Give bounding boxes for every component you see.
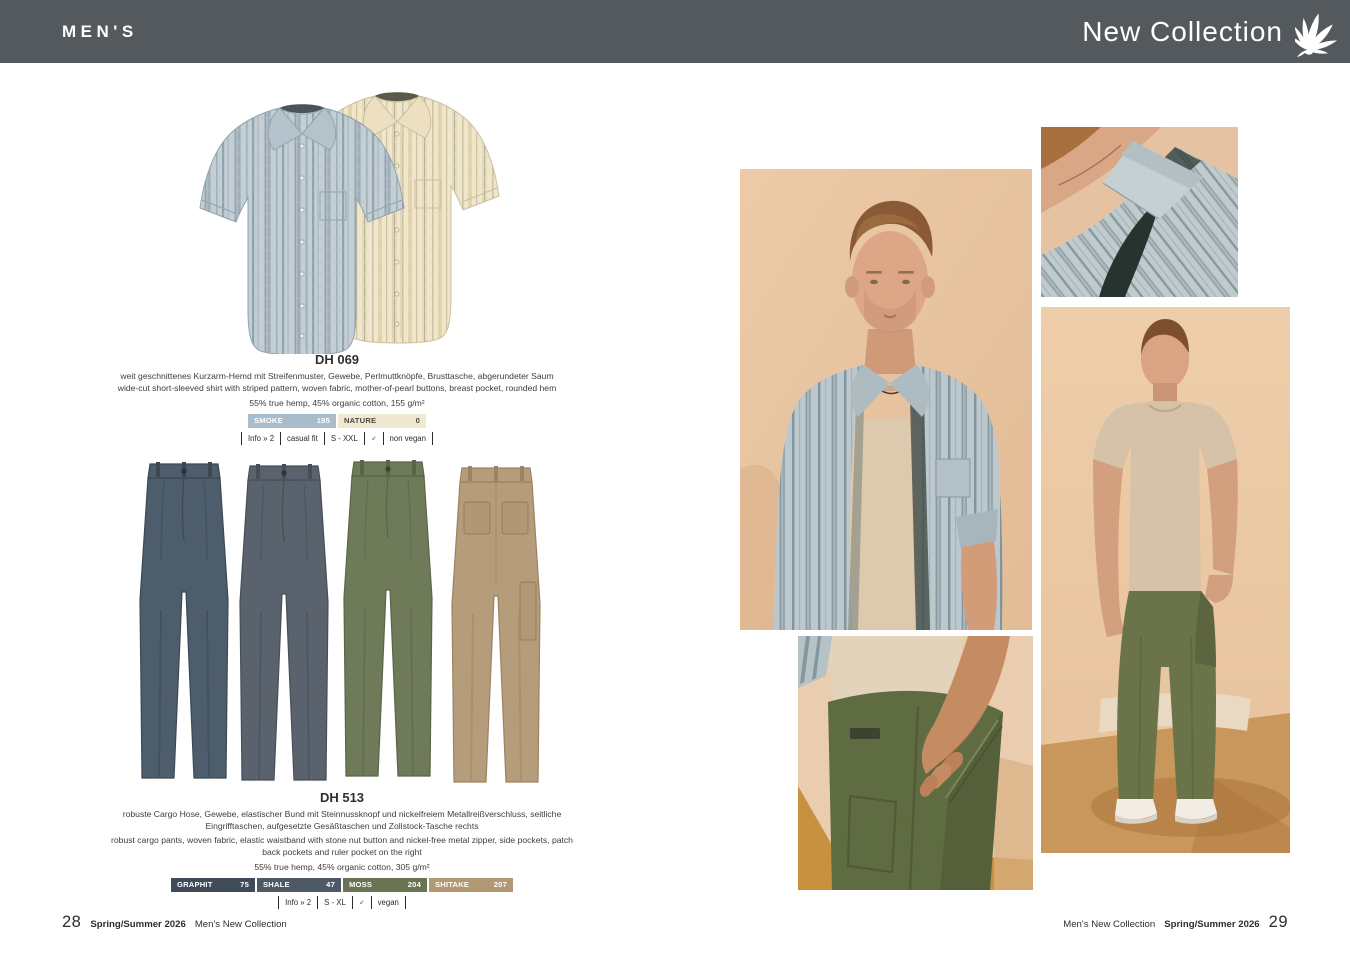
- product-dh513: [107, 790, 577, 909]
- swatch-name: GRAPHIT: [177, 880, 213, 889]
- swatch-number: 204: [407, 880, 421, 889]
- swatch-number: 75: [240, 880, 249, 889]
- page-number-left: 28: [62, 913, 82, 931]
- swatch-name: NATURE: [344, 416, 377, 425]
- collection-title: New Collection: [1082, 15, 1283, 47]
- product-composition: 55% true hemp, 45% organic cotton, 155 g/m²: [249, 398, 425, 408]
- pocket-detail-photo: [798, 636, 1033, 890]
- swatch-smoke: [248, 414, 336, 428]
- product-description-de: weit geschnittenes Kurzarm-Hemd mit Streifenmuster, Gewebe, Perlmuttknöpfe, Brusttasche, abgerundeter Saum: [120, 371, 554, 381]
- product-description-en: robust cargo pants, woven fabric, elastic waistband with stone nut button and nickel-free metal zipper, side pockets, patch back pockets and ruler pocket on the right: [111, 835, 573, 857]
- swatch-shale: [257, 878, 341, 892]
- product-description-en: wide-cut short-sleeved shirt with striped pattern, woven fabric, mother-of-pearl buttons, breast pocket, rounded hem: [117, 382, 557, 393]
- swatch-graphit: [171, 878, 255, 892]
- product-code: DH 513: [319, 790, 365, 805]
- swatch-shitake: [429, 878, 513, 892]
- model-fullbody-photo: [1041, 307, 1290, 853]
- section-title: MEN'S: [62, 21, 138, 41]
- info-item: vegan: [371, 896, 406, 909]
- color-swatches: [107, 878, 577, 892]
- swatch-name: SHITAKE: [435, 880, 470, 889]
- collar-detail-photo: [1041, 127, 1238, 297]
- product-info-row: [97, 432, 577, 445]
- product-info-row: [107, 896, 577, 909]
- footer-right: [1063, 913, 1288, 932]
- color-swatches: [97, 414, 577, 428]
- product-code: DH 069: [314, 352, 360, 367]
- swatch-name: MOSS: [349, 880, 373, 889]
- swatch-name: SHALE: [263, 880, 290, 889]
- product-dh069: [97, 352, 577, 445]
- info-item: casual fit: [280, 432, 324, 445]
- pants-shale: [240, 464, 328, 780]
- product-description-de: robuste Cargo Hose, Gewebe, elastischer Bund mit Steinnussknopf und nickelfreiem Metallreißverschluss, seitliche Eingrifftaschen, aufgesetzte Gesäßtaschen und Zollstock-Tasche rechts: [122, 809, 562, 831]
- info-item: S - XL: [317, 896, 352, 909]
- info-item: Info » 2: [278, 896, 317, 909]
- swatch-number: 0: [415, 416, 420, 425]
- footer-left: [62, 913, 287, 932]
- pants-moss: [344, 460, 432, 776]
- pants-shitake: [452, 466, 540, 782]
- pants-product-image: [128, 456, 564, 788]
- model-shirt-photo: [740, 169, 1032, 630]
- collection-banner: [1082, 0, 1345, 63]
- pants-graphit: [140, 462, 228, 778]
- info-item: non vegan: [383, 432, 433, 445]
- info-item: S - XXL: [324, 432, 364, 445]
- swatch-nature: [338, 414, 426, 428]
- swatch-moss: [343, 878, 427, 892]
- footer-label: Men's New Collection: [194, 919, 287, 930]
- footer-label: Men's New Collection: [1063, 919, 1156, 930]
- hemp-leaf-icon: [1295, 9, 1341, 59]
- product-composition: 55% true hemp, 45% organic cotton, 305 g/m²: [254, 862, 430, 872]
- info-item-gender: ♂: [364, 432, 383, 445]
- header-bar: [0, 0, 1350, 63]
- shirt-product-image: [192, 88, 507, 354]
- info-item-gender: ♂: [352, 896, 371, 909]
- swatch-number: 207: [493, 880, 507, 889]
- footer-season: Spring/Summer 2026: [90, 919, 186, 930]
- swatch-number: 47: [326, 880, 335, 889]
- swatch-name: SMOKE: [254, 416, 283, 425]
- page-number-right: 29: [1268, 913, 1288, 931]
- swatch-number: 195: [316, 416, 330, 425]
- footer-season: Spring/Summer 2026: [1164, 919, 1260, 930]
- info-item: Info » 2: [241, 432, 280, 445]
